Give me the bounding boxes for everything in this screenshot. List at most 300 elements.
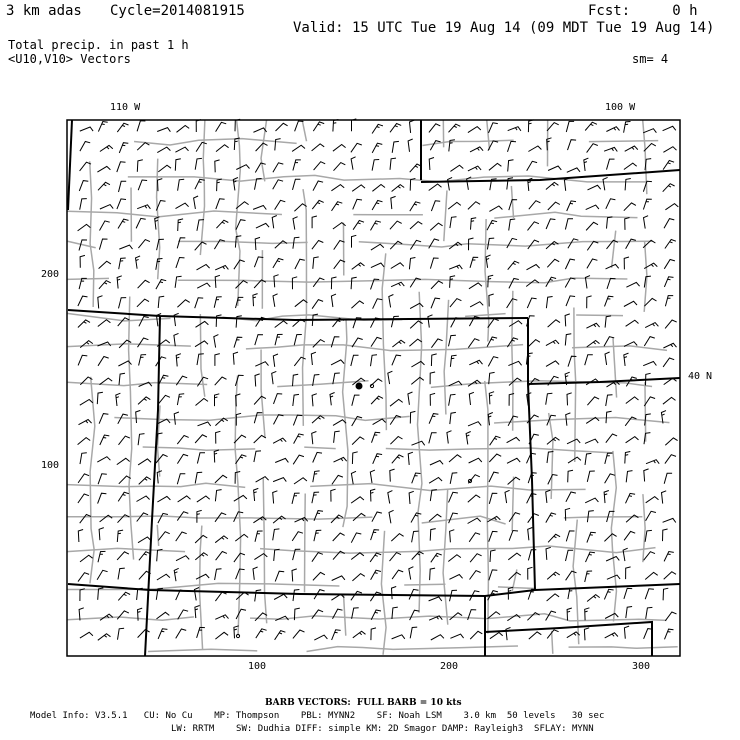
smoothing-label: sm= 4	[632, 52, 669, 66]
wind-barb	[174, 333, 179, 346]
wind-barb	[253, 567, 258, 580]
wind-barb	[236, 220, 246, 230]
wind-barb	[468, 422, 481, 426]
wind-barb	[643, 129, 656, 133]
wind-barb	[117, 276, 122, 289]
wind-barb	[312, 432, 317, 445]
wind-barb	[486, 255, 491, 268]
wind-barb	[100, 378, 113, 385]
model-info-line2: LW: RRTM SW: Dudhia DIFF: simple KM: 2D Smagor DAMP: Rayleigh3 SFLAY: MYNN	[171, 724, 594, 734]
wind-barb	[256, 223, 269, 228]
wind-barb	[353, 221, 364, 230]
wind-barb	[216, 552, 227, 561]
wind-barb	[138, 434, 144, 446]
wind-barb	[507, 458, 520, 463]
wind-barb	[547, 594, 560, 601]
wind-barb	[273, 259, 284, 268]
wind-barb	[99, 414, 108, 424]
wind-barb	[334, 431, 340, 443]
wind-barb	[195, 298, 204, 308]
wind-barb	[664, 473, 672, 484]
wind-barb	[469, 392, 474, 405]
wind-barb	[137, 143, 149, 151]
wind-barb	[449, 335, 456, 346]
wind-barb	[236, 297, 244, 308]
wind-barb	[314, 162, 326, 170]
wind-barb	[505, 490, 510, 503]
wind-barb	[371, 221, 381, 231]
wind-barb	[546, 219, 555, 229]
wind-barb	[664, 552, 674, 562]
wind-barb	[216, 199, 225, 209]
valid-time: Valid: 15 UTC Tue 19 Aug 14 (09 MDT Tue 19 Aug 14)	[293, 20, 715, 36]
wind-barb	[391, 196, 396, 209]
wind-barb	[527, 613, 539, 621]
wind-barb	[312, 300, 323, 309]
wind-barb	[489, 472, 499, 482]
wind-barb	[585, 453, 591, 465]
wind-barb	[312, 394, 317, 407]
wind-barb	[313, 471, 320, 482]
wind-barb	[371, 489, 376, 501]
barb-vectors-note: BARB VECTORS: FULL BARB = 10 kts	[265, 698, 462, 708]
wind-barb	[604, 534, 616, 542]
wind-barb	[176, 258, 185, 268]
wind-barb	[429, 158, 434, 171]
wind-barb	[215, 615, 228, 620]
wind-barb	[176, 629, 187, 638]
wind-barb	[565, 508, 570, 520]
wind-barb	[275, 241, 287, 249]
wind-barb	[158, 179, 163, 192]
wind-barb	[547, 630, 558, 639]
wind-barb	[587, 595, 600, 602]
wind-barb	[412, 531, 419, 542]
wind-barb	[233, 352, 238, 365]
wind-barb	[139, 355, 147, 366]
wind-barb	[645, 589, 654, 599]
wind-barb	[372, 512, 382, 522]
wind-barb	[273, 163, 283, 172]
wind-barb	[254, 451, 261, 462]
wind-barb	[236, 281, 248, 289]
wind-barb	[490, 550, 496, 562]
wind-barb	[665, 612, 676, 621]
wind-barb	[450, 165, 463, 171]
wind-barb	[312, 492, 319, 503]
wind-barb	[528, 528, 533, 541]
wind-barb	[293, 374, 299, 386]
wind-barb	[175, 276, 182, 288]
wind-barb	[98, 122, 107, 132]
wind-barb	[470, 554, 482, 563]
wind-barb	[117, 199, 126, 209]
wind-barb	[294, 478, 307, 484]
wind-barb	[275, 631, 286, 640]
wind-barb	[331, 360, 344, 365]
wind-barb	[645, 323, 658, 328]
wind-barb	[624, 531, 635, 540]
wind-barb	[295, 300, 308, 307]
wind-barb	[450, 276, 456, 288]
wind-barb	[487, 221, 497, 231]
wind-barb	[430, 529, 436, 541]
wind-barb	[508, 553, 521, 560]
wind-barb	[567, 439, 580, 444]
wind-barb	[429, 478, 442, 484]
wind-barb	[665, 204, 678, 210]
wind-barb	[174, 412, 179, 425]
wind-barb	[177, 238, 185, 249]
wind-barb	[275, 321, 288, 328]
wind-barb	[470, 571, 481, 580]
wind-barb	[626, 282, 639, 287]
wind-barb	[274, 549, 280, 561]
wind-barb	[292, 569, 297, 582]
wind-barb	[588, 185, 601, 190]
wind-barb	[80, 515, 91, 524]
wind-barb	[604, 589, 613, 599]
wind-barb	[351, 471, 356, 484]
wind-barb	[98, 493, 107, 503]
wind-barb	[509, 321, 522, 327]
wind-barb	[255, 362, 268, 367]
wind-barb	[214, 335, 219, 348]
wind-barb	[117, 552, 129, 560]
wind-barb	[449, 492, 458, 502]
wind-barb	[625, 452, 631, 464]
wind-barb	[585, 122, 597, 130]
wind-barb	[372, 201, 382, 211]
wind-barb	[468, 166, 481, 171]
wind-barb	[254, 488, 259, 501]
wind-barb	[371, 355, 378, 366]
wind-barb	[137, 299, 149, 307]
wind-barb	[99, 528, 104, 541]
wind-barb	[450, 217, 457, 228]
left-label-100: 100	[41, 460, 60, 471]
wind-barb	[255, 531, 263, 542]
wind-barb	[587, 397, 599, 405]
wind-barb	[78, 320, 90, 328]
wind-barb	[118, 568, 125, 579]
wind-barb	[408, 139, 413, 152]
wind-barb	[373, 299, 383, 309]
wind-barb	[370, 592, 381, 601]
wind-barb	[585, 571, 592, 582]
wind-barb	[332, 630, 341, 640]
wind-barb	[431, 298, 440, 308]
wind-barb	[390, 399, 403, 406]
wind-barb	[352, 574, 364, 581]
wind-barb	[548, 166, 561, 171]
wind-barb	[78, 573, 89, 582]
wind-barb	[391, 263, 404, 269]
wind-barb	[178, 219, 183, 231]
wind-barb	[450, 473, 457, 484]
wind-barb	[197, 453, 205, 464]
wind-barb	[488, 357, 498, 367]
wind-barb	[158, 165, 171, 172]
wind-barb	[157, 496, 170, 502]
wind-barb	[292, 145, 305, 151]
wind-barb	[97, 570, 108, 579]
wind-barb	[450, 634, 463, 638]
wind-barb	[584, 158, 589, 171]
wind-barb	[273, 491, 278, 504]
wind-barb	[176, 532, 187, 541]
wind-barb	[528, 146, 541, 152]
wind-barb	[566, 296, 575, 306]
wind-barb	[489, 531, 498, 541]
wind-barb	[548, 202, 560, 210]
wind-barb	[313, 340, 325, 348]
wind-barb	[624, 353, 629, 366]
wind-barb	[353, 199, 362, 209]
wind-barb	[215, 354, 220, 366]
wind-barb	[198, 422, 211, 426]
wind-barb	[449, 575, 462, 580]
model-resolution: 3 km adas	[6, 3, 82, 19]
wind-barb	[236, 609, 246, 619]
wind-barb	[603, 177, 608, 190]
wind-barb	[197, 496, 210, 502]
wind-barb	[276, 123, 288, 131]
wind-barb	[116, 393, 121, 406]
wind-barb	[312, 144, 325, 151]
wind-barb	[100, 205, 113, 209]
wind-barb	[469, 458, 482, 463]
wind-barb	[274, 594, 287, 599]
wind-barb	[176, 556, 189, 561]
wind-barb	[119, 436, 130, 445]
wind-barb	[137, 496, 150, 502]
wind-barb	[195, 435, 207, 443]
wind-barb	[372, 143, 382, 153]
bottom-label-200: 200	[440, 661, 459, 672]
wind-barb	[138, 338, 149, 347]
wind-barb	[546, 297, 552, 309]
wind-barb	[177, 394, 184, 405]
wind-barb	[119, 181, 127, 192]
wind-barb	[408, 392, 413, 405]
wind-barb	[177, 436, 188, 445]
wind-barb	[80, 199, 87, 210]
wind-barb	[292, 493, 300, 504]
wind-barb	[626, 239, 636, 249]
wind-barb	[645, 530, 652, 541]
wind-barb	[546, 242, 558, 249]
wind-barb	[508, 261, 520, 270]
wind-barb	[566, 550, 574, 561]
wind-barb	[255, 335, 263, 346]
wind-barb	[138, 630, 150, 638]
wind-barb	[644, 276, 651, 287]
wind-barb	[312, 553, 323, 562]
station-marker-small	[370, 384, 373, 387]
wind-barb	[175, 147, 188, 152]
wind-barb	[195, 553, 208, 560]
wind-barb	[547, 123, 559, 131]
wind-barb	[410, 303, 423, 308]
wind-barb	[136, 410, 141, 423]
wind-barb	[137, 160, 143, 172]
wind-barb	[216, 145, 229, 152]
wind-barb	[215, 160, 220, 172]
wind-barb	[448, 177, 453, 190]
wind-barb	[118, 592, 130, 600]
wind-barb	[607, 159, 615, 170]
wind-barb	[449, 513, 458, 523]
wind-barb	[449, 124, 461, 132]
wind-barb	[98, 551, 106, 562]
wind-barb	[468, 202, 480, 210]
wind-barb	[431, 339, 442, 348]
wind-barb	[665, 629, 674, 639]
wind-barb	[663, 588, 668, 600]
wind-barb	[624, 257, 629, 269]
wind-barb	[293, 394, 299, 406]
wind-barb	[410, 411, 415, 423]
wind-barb	[118, 515, 130, 523]
wind-barb	[157, 612, 170, 619]
wind-barb	[431, 635, 444, 640]
wind-barb	[195, 179, 205, 189]
wind-barb	[352, 235, 357, 247]
wind-barb	[546, 513, 556, 523]
wind-barb	[447, 431, 452, 444]
wind-barb	[197, 265, 210, 270]
wind-barb	[429, 597, 442, 601]
wind-barb	[565, 314, 570, 327]
wind-barb	[99, 281, 111, 289]
wind-barb	[586, 222, 598, 230]
wind-barb	[119, 245, 132, 249]
wind-barb	[490, 633, 503, 639]
wind-barb	[97, 166, 110, 172]
wind-barb	[389, 295, 394, 308]
wind-barb	[273, 516, 286, 523]
wind-barb	[177, 454, 188, 463]
wind-barb	[429, 184, 442, 191]
wind-barb	[352, 185, 365, 191]
wind-barb	[587, 144, 598, 153]
wind-barb	[275, 458, 288, 462]
wind-barb	[98, 296, 103, 309]
wind-barb	[625, 146, 638, 151]
wind-barb	[645, 572, 658, 579]
wind-barb	[331, 337, 339, 348]
wind-barb	[528, 120, 533, 132]
wind-barb	[587, 259, 598, 268]
wind-barb	[157, 128, 170, 132]
wind-barb	[431, 281, 443, 289]
wind-barb	[351, 355, 359, 366]
wind-barb	[509, 531, 518, 541]
wind-barb	[662, 491, 667, 504]
wind-barb	[256, 477, 269, 483]
wind-barb	[547, 572, 560, 579]
wind-barb	[332, 475, 343, 484]
wind-barb	[431, 201, 440, 211]
wind-barb	[509, 219, 516, 231]
wind-barb	[607, 575, 620, 579]
wind-barb	[157, 147, 170, 153]
wind-barb	[450, 299, 462, 308]
wind-barb	[625, 218, 630, 230]
wind-barb	[117, 162, 126, 172]
wind-barb	[215, 490, 221, 502]
wind-barb	[275, 616, 288, 620]
wind-barb	[117, 458, 130, 464]
wind-barb	[98, 474, 107, 484]
wind-barb	[312, 610, 323, 619]
wind-barb	[508, 141, 517, 151]
wind-barb	[605, 296, 614, 306]
wind-barb	[117, 530, 123, 542]
wind-barb	[174, 313, 179, 326]
wind-barb	[294, 434, 304, 444]
wind-barb	[215, 377, 227, 385]
wind-barb	[370, 553, 381, 562]
wind-barb	[489, 493, 497, 504]
wind-barb	[430, 490, 437, 502]
wind-barb	[178, 179, 185, 190]
wind-barb	[273, 354, 278, 367]
wind-barb	[585, 498, 598, 503]
wind-barb	[158, 629, 167, 639]
wind-barb	[448, 555, 461, 562]
wind-barb	[623, 548, 628, 561]
wind-barb	[626, 377, 637, 386]
wind-barb	[293, 160, 301, 171]
wind-barb	[352, 263, 365, 270]
wind-barb	[626, 397, 639, 404]
wind-barb	[255, 374, 260, 387]
wind-barb	[333, 533, 345, 541]
wind-barb	[664, 219, 674, 229]
wind-barb	[430, 461, 443, 466]
wind-barb	[330, 393, 335, 406]
wind-barb	[468, 339, 479, 348]
wind-barb	[372, 185, 385, 192]
wind-barb	[194, 588, 199, 601]
wind-barb	[215, 266, 228, 270]
wind-barb	[507, 238, 517, 248]
wind-barb	[566, 492, 576, 502]
wind-barb	[488, 413, 493, 426]
wind-barb	[664, 260, 675, 269]
wind-barb	[411, 361, 424, 367]
wind-barb	[97, 392, 103, 404]
wind-barb	[430, 141, 440, 151]
wind-barb	[255, 613, 267, 621]
wind-barb	[312, 416, 324, 423]
wind-barb	[272, 216, 277, 229]
wind-barb	[371, 530, 380, 540]
wind-barb	[294, 357, 305, 366]
wind-barb	[568, 470, 573, 482]
wind-barb	[390, 221, 402, 229]
wind-barb	[313, 181, 323, 191]
wind-barb	[489, 454, 501, 462]
wind-barb	[158, 296, 164, 308]
wind-barb	[431, 354, 436, 366]
wind-barb	[546, 340, 559, 345]
wind-barb	[469, 360, 482, 365]
wind-barb	[430, 568, 436, 580]
wind-barb	[604, 147, 617, 151]
